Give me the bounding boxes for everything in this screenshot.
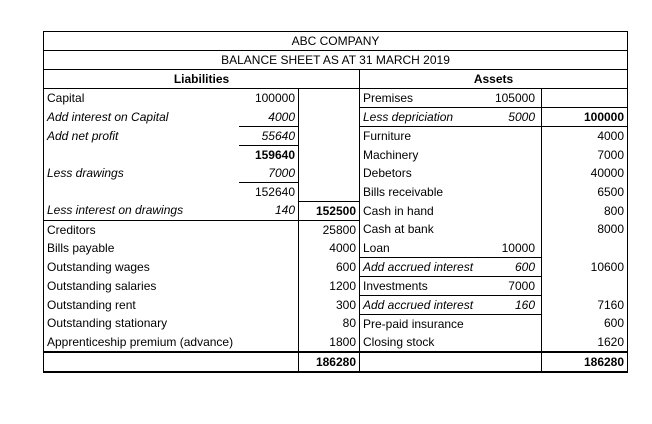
liability-inner-amount: 100000 [239, 89, 299, 108]
table-row [44, 183, 628, 202]
asset-label: Debetors [360, 164, 488, 183]
table-row [44, 239, 628, 258]
asset-label: Machinery [360, 146, 488, 165]
liability-outer-amount [299, 89, 360, 108]
asset-inner-amount [488, 314, 542, 333]
liability-outer-amount: 80 [299, 314, 360, 333]
table-row [44, 201, 628, 220]
assets-header: Assets [360, 70, 628, 89]
asset-label: Premises [360, 89, 488, 108]
liability-label: Capital [44, 89, 239, 108]
sheet-subtitle: BALANCE SHEET AS AT 31 MARCH 2019 [44, 51, 628, 70]
asset-inner-amount [488, 220, 542, 239]
asset-label: Cash in hand [360, 201, 488, 220]
table-row [44, 127, 628, 146]
liability-inner-amount [239, 239, 299, 258]
balance-sheet-table [43, 31, 628, 373]
liability-outer-amount [299, 108, 360, 127]
liability-outer-amount: 152500 [299, 201, 360, 220]
asset-label: Bills receivable [360, 183, 488, 202]
liability-inner-amount [239, 276, 299, 295]
asset-outer-amount: 4000 [542, 127, 628, 146]
liability-outer-amount: 600 [299, 257, 360, 276]
liability-label: Less interest on drawings [44, 201, 239, 220]
liability-outer-amount: 1800 [299, 333, 360, 352]
liability-outer-amount [299, 146, 360, 165]
asset-outer-amount: 7160 [542, 295, 628, 314]
liability-inner-amount: 140 [239, 201, 299, 220]
asset-inner-amount [488, 127, 542, 146]
table-row [44, 314, 628, 333]
liability-inner-amount: 4000 [239, 108, 299, 127]
liability-outer-amount: 25800 [299, 220, 360, 239]
asset-label: Less depriciation [360, 108, 488, 127]
table-row [44, 295, 628, 314]
table-row [44, 108, 628, 127]
liability-label: Add net profit [44, 127, 239, 146]
liability-label: Creditors [44, 220, 239, 239]
asset-inner-amount [488, 183, 542, 202]
asset-inner-amount: 600 [488, 257, 542, 276]
asset-outer-amount: 6500 [542, 183, 628, 202]
company-title: ABC COMPANY [44, 32, 628, 51]
liability-label: Outstanding wages [44, 257, 239, 276]
liability-inner-amount [239, 333, 299, 352]
asset-label: Furniture [360, 127, 488, 146]
asset-outer-amount [542, 239, 628, 258]
asset-inner-amount: 105000 [488, 89, 542, 108]
liability-label: Bills payable [44, 239, 239, 258]
liability-inner-amount: 55640 [239, 127, 299, 146]
liability-inner-amount [239, 220, 299, 239]
asset-label: Closing stock [360, 333, 488, 352]
asset-outer-amount: 40000 [542, 164, 628, 183]
table-row [44, 257, 628, 276]
asset-inner-amount: 160 [488, 295, 542, 314]
asset-inner-amount [488, 201, 542, 220]
asset-outer-amount: 100000 [542, 108, 628, 127]
liabilities-total: 186280 [299, 352, 360, 372]
liability-inner-amount: 7000 [239, 164, 299, 183]
table-row [44, 276, 628, 295]
liability-outer-amount: 1200 [299, 276, 360, 295]
liability-outer-amount [299, 127, 360, 146]
asset-outer-amount [542, 89, 628, 108]
liability-inner-amount [239, 257, 299, 276]
asset-outer-amount: 800 [542, 201, 628, 220]
asset-inner-amount: 5000 [488, 108, 542, 127]
asset-inner-amount [488, 146, 542, 165]
asset-outer-amount: 600 [542, 314, 628, 333]
asset-inner-amount: 7000 [488, 276, 542, 295]
liability-label: Less drawings [44, 164, 239, 183]
asset-inner-amount: 10000 [488, 239, 542, 258]
liabilities-header: Liabilities [44, 70, 360, 89]
table-row [44, 220, 628, 239]
asset-outer-amount: 8000 [542, 220, 628, 239]
liability-outer-amount [299, 183, 360, 202]
asset-label: Add accrued interest [360, 257, 488, 276]
asset-outer-amount: 1620 [542, 333, 628, 352]
asset-label: Loan [360, 239, 488, 258]
liability-inner-amount [239, 314, 299, 333]
asset-outer-amount: 10600 [542, 257, 628, 276]
asset-inner-amount [488, 333, 542, 352]
asset-inner-amount [488, 164, 542, 183]
liability-inner-amount: 159640 [239, 146, 299, 165]
liability-outer-amount: 4000 [299, 239, 360, 258]
liability-label [44, 146, 239, 165]
liability-inner-amount: 152640 [239, 183, 299, 202]
liability-label [44, 183, 239, 202]
liability-label: Outstanding salaries [44, 276, 239, 295]
totals-row [44, 352, 628, 372]
liability-label: Apprenticeship premium (advance) [44, 333, 239, 352]
asset-outer-amount: 7000 [542, 146, 628, 165]
liability-label: Outstanding stationary [44, 314, 239, 333]
asset-label: Investments [360, 276, 488, 295]
table-row [44, 89, 628, 108]
assets-total: 186280 [542, 352, 628, 372]
liability-label: Outstanding rent [44, 295, 239, 314]
table-row [44, 164, 628, 183]
asset-outer-amount [542, 276, 628, 295]
liability-outer-amount: 300 [299, 295, 360, 314]
asset-label: Cash at bank [360, 220, 488, 239]
liability-label: Add interest on Capital [44, 108, 239, 127]
table-row [44, 333, 628, 352]
asset-label: Add accrued interest [360, 295, 488, 314]
liability-outer-amount [299, 164, 360, 183]
liability-inner-amount [239, 295, 299, 314]
table-row [44, 146, 628, 165]
asset-label: Pre-paid insurance [360, 314, 488, 333]
